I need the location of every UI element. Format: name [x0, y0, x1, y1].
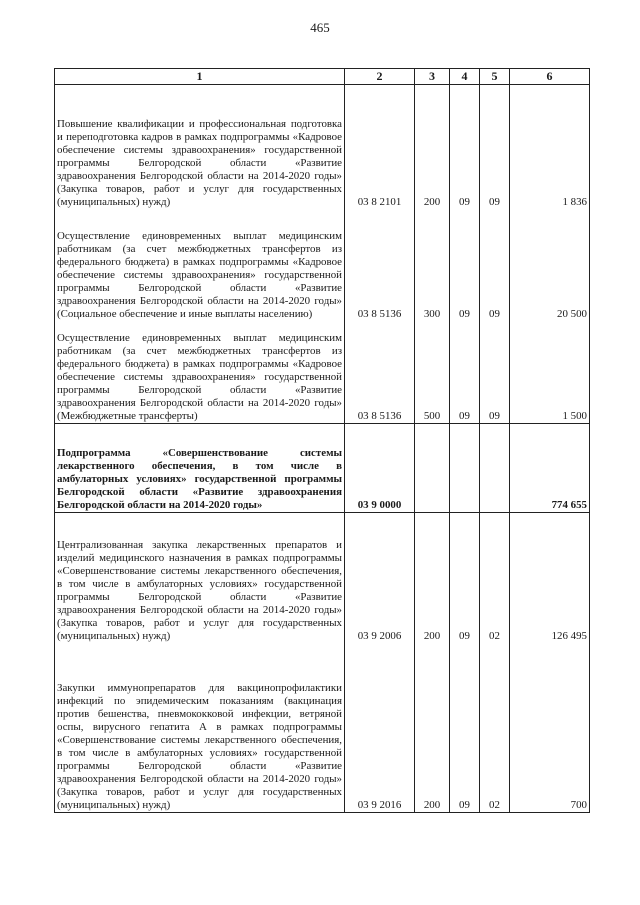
row-amount: 20 500: [510, 209, 590, 321]
row-description: Централизованная закупка лекарственных препаратов и изделий медицинского назначения в рамках подпрограммы «Совершенствование системы лекарственного обеспечения, в том числе в амбулаторных условиях» государственной программы Белгородской области «Развитие здравоохранения Белгородской области на 2014-2020 годы» (Закупка товаров, работ и услуг для государственных (муниципальных) нужд): [55, 513, 345, 643]
row-subsection: [480, 424, 510, 513]
header-col-2: 2: [345, 69, 415, 85]
row-expense-type: 300: [415, 209, 450, 321]
row-expense-type: 200: [415, 85, 450, 209]
row-section: 09: [450, 643, 480, 813]
row-code: 03 8 2101: [345, 85, 415, 209]
row-section: 09: [450, 85, 480, 209]
row-amount: 774 655: [510, 424, 590, 513]
table-header-row: [55, 69, 590, 85]
table-row: [55, 643, 590, 813]
row-expense-type: 200: [415, 643, 450, 813]
row-subsection: 02: [480, 643, 510, 813]
row-subsection: 09: [480, 85, 510, 209]
header-col-1: 1: [55, 69, 345, 85]
row-description: Повышение квалификации и профессиональная подготовка и переподготовка кадров в рамках подпрограммы «Кадровое обеспечение системы здравоохранения» государственной программы Белгородской области «Развитие здравоохранения Белгородской области на 2014-2020 годы» (Закупка товаров, работ и услуг для государственных (муниципальных) нужд): [55, 85, 345, 209]
row-code: 03 9 2006: [345, 513, 415, 643]
row-section: 09: [450, 321, 480, 424]
row-amount: 1 500: [510, 321, 590, 424]
row-description: Осуществление единовременных выплат медицинским работникам (за счет межбюджетных трансфертов из федерального бюджета) в рамках подпрограммы «Кадровое обеспечение системы здравоохранения» государственной программы Белгородской области «Развитие здравоохранения Белгородской области на 2014-2020 годы» (Межбюджетные трансферты): [55, 321, 345, 424]
table-row: [55, 321, 590, 424]
header-col-6: 6: [510, 69, 590, 85]
row-description: Подпрограмма «Совершенствование системы лекарственного обеспечения, в том числе в амбулаторных условиях» государственной программы Белгородской области «Развитие здравоохранения Белгородской области на 2014-2020 годы»: [55, 424, 345, 513]
row-description: Осуществление единовременных выплат медицинским работникам (за счет межбюджетных трансфертов из федерального бюджета) в рамках подпрограммы «Кадровое обеспечение системы здравоохранения» государственной программы Белгородской области «Развитие здравоохранения Белгородской области на 2014-2020 годы» (Социальное обеспечение и иные выплаты населению): [55, 209, 345, 321]
row-expense-type: 200: [415, 513, 450, 643]
row-subsection: 02: [480, 513, 510, 643]
header-col-3: 3: [415, 69, 450, 85]
row-expense-type: [415, 424, 450, 513]
row-code: 03 8 5136: [345, 209, 415, 321]
row-amount: 1 836: [510, 85, 590, 209]
row-amount: 700: [510, 643, 590, 813]
header-col-5: 5: [480, 69, 510, 85]
budget-table: [54, 68, 590, 813]
row-description: Закупки иммунопрепаратов для вакцинопрофилактики инфекций по эпидемическим показаниям (вакцинация против бешенства, пневмококковой инфекции, ветряной оспы, вирусного гепатита А в рамках подпрограммы «Совершенствование системы лекарственного обеспечения, в том числе в амбулаторных условиях» государственной программы Белгородской области «Развитие здравоохранения Белгородской области на 2014-2020 годы» (Закупка товаров, работ и услуг для государственных (муниципальных) нужд): [55, 643, 345, 813]
table-row: [55, 209, 590, 321]
row-expense-type: 500: [415, 321, 450, 424]
row-section: [450, 424, 480, 513]
table-row: [55, 85, 590, 209]
row-subsection: 09: [480, 321, 510, 424]
row-code: 03 9 0000: [345, 424, 415, 513]
table-body: [55, 85, 590, 813]
header-col-4: 4: [450, 69, 480, 85]
row-section: 09: [450, 513, 480, 643]
table-row: [55, 513, 590, 643]
page-number: 465: [310, 20, 330, 35]
row-code: 03 9 2016: [345, 643, 415, 813]
row-section: 09: [450, 209, 480, 321]
row-subsection: 09: [480, 209, 510, 321]
row-code: 03 8 5136: [345, 321, 415, 424]
table-row-subprogram: [55, 424, 590, 513]
row-amount: 126 495: [510, 513, 590, 643]
